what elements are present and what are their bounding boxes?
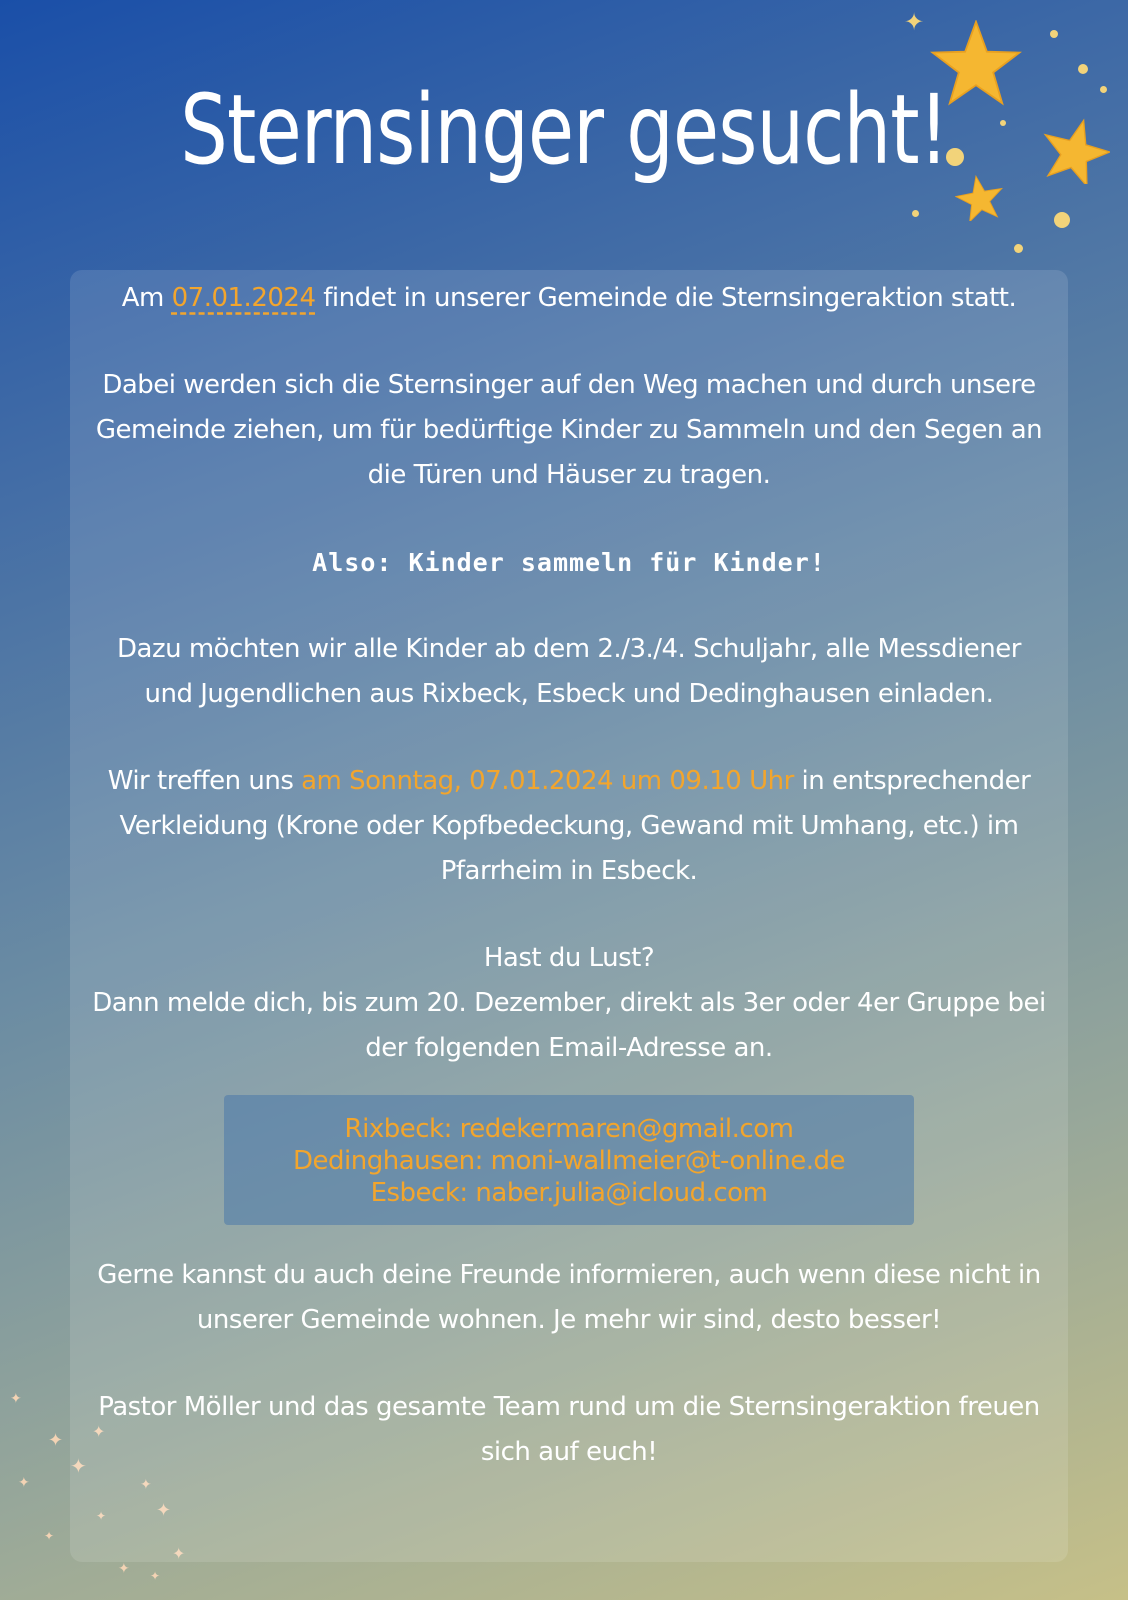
sparkle-icon: ✦ [118,1561,130,1577]
sparkle-icon: ✦ [156,1500,172,1521]
paragraph-2-line: und Jugendlichen aus Rixbeck, Esbeck und Dedinghausen einladen. [144,679,994,709]
sparkle-icon: ✦ [70,1454,87,1478]
sparkle-icon: ✦ [150,1569,161,1583]
signup-line: Dann melde dich, bis zum 20. Dezember, direkt als 3er oder 4er Gruppe bei [92,988,1046,1018]
event-date: 07.01.2024 [171,283,316,313]
star-icon [1040,118,1110,184]
paragraph-2-line: Dazu möchten wir alle Kinder ab dem 2./3./4. Schuljahr, alle Messdiener [117,634,1021,664]
signup-line: der folgenden Email-Adresse an. [365,1033,773,1063]
motto: Also: Kinder sammeln für Kinder! [312,548,826,577]
star-dot [1050,30,1058,38]
sparkle-icon: ✦ [140,1477,152,1493]
sparkle-icon: ✦ [172,1544,186,1563]
sparkle-icon: ✦ [96,1509,107,1523]
meeting-datetime: am Sonntag, 07.01.2024 um 09.10 Uhr [301,766,794,796]
closing-line: sich auf euch! [480,1437,658,1467]
contact-email[interactable]: Rixbeck: redekermaren@gmail.com [344,1114,794,1144]
star-dot [1078,64,1088,74]
sparkle-icon: ✦ [10,1391,22,1407]
star-dot [912,210,919,217]
meeting-line: Verkleidung (Krone oder Kopfbedeckung, Gewand mit Umhang, etc.) im [119,811,1019,841]
contact-email[interactable]: Dedinghausen: moni-wallmeier@t-online.de [293,1146,845,1176]
star-dot [1054,212,1070,228]
paragraph-1-line: die Türen und Häuser zu tragen. [367,460,771,490]
flyer-content [70,272,1068,1478]
contact-box [224,1095,914,1225]
friends-line: unserer Gemeinde wohnen. Je mehr wir sind, desto besser! [196,1305,942,1335]
friends-line: Gerne kannst du auch deine Freunde informieren, auch wenn diese nicht in [97,1260,1041,1290]
sparkle-icon: ✦ [48,1430,64,1451]
meeting-line: Pfarrheim in Esbeck. [440,856,698,886]
star-dot [1014,244,1023,253]
star-dot [1100,86,1107,93]
sparkle-icon: ✦ [18,1475,30,1491]
page-title: Sternsinger gesucht! [180,74,949,186]
question: Hast du Lust? [483,943,655,973]
paragraph-1-line: Dabei werden sich die Sternsinger auf den Weg machen und durch unsere [102,370,1036,400]
paragraph-1-line: Gemeinde ziehen, um für bedürftige Kinder zu Sammeln und den Segen an [95,415,1043,445]
intro-line: Am 07.01.2024 findet in unserer Gemeinde die Sternsingeraktion statt. [121,283,1017,313]
sparkle-icon: ✦ [44,1529,55,1543]
sparkle-icon: ✦ [92,1422,106,1441]
contact-email[interactable]: Esbeck: naber.julia@icloud.com [370,1178,768,1208]
meeting-line: Wir treffen uns am Sonntag, 07.01.2024 um 09.10 Uhr in entsprechender [107,766,1031,796]
closing-line: Pastor Möller und das gesamte Team rund um die Sternsingeraktion freuen [98,1392,1040,1422]
sparkle-icon: ✦ [904,8,925,36]
